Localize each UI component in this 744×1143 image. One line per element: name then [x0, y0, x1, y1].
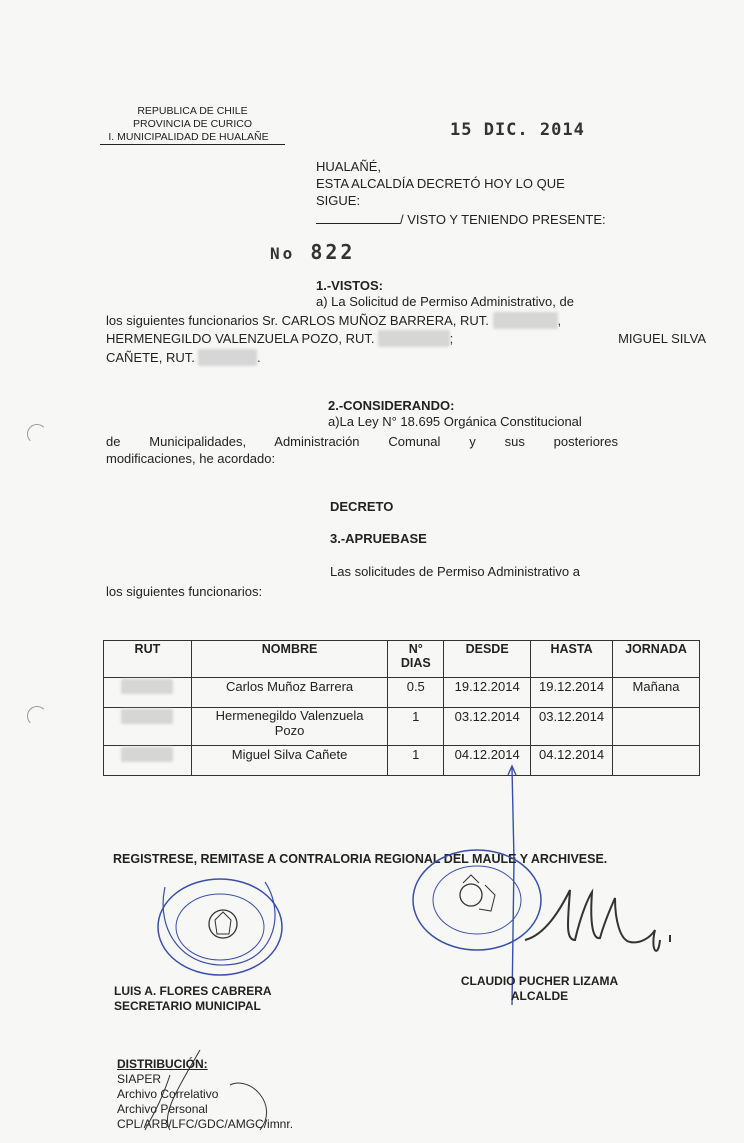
- distribution-item: CPL/ARB/LFC/GDC/AMGC/imnr.: [117, 1117, 294, 1131]
- vistos-line-2-text: los siguientes funcionarios Sr. CARLOS MUÑOZ BARRERA, RUT.: [106, 313, 489, 328]
- distribution-item: Archivo Correlativo: [117, 1087, 219, 1101]
- header-line-3: I. MUNICIPALIDAD DE HUALAÑE: [100, 131, 285, 145]
- column-header: DESDE: [444, 641, 531, 678]
- vistos-line-3-name: MIGUEL SILVA: [618, 331, 706, 346]
- decreto-line-2: los siguientes funcionarios:: [106, 584, 263, 599]
- vistos-line-4: CAÑETE, RUT. .: [106, 350, 261, 365]
- desde-cell: 03.12.2014: [444, 708, 531, 746]
- decree-number-value: 822: [310, 240, 356, 264]
- nombre-cell: Hermenegildo Valenzuela Pozo: [191, 708, 388, 746]
- column-header: HASTA: [531, 641, 613, 678]
- considerando-line-1: a)La Ley N° 18.695 Orgánica Constitucional: [328, 414, 582, 429]
- distribution-item: SIAPER: [117, 1072, 162, 1086]
- hasta-cell: 03.12.2014: [531, 708, 613, 746]
- hasta-cell: 04.12.2014: [531, 746, 613, 776]
- vistos-line-2: los siguientes funcionarios Sr. CARLOS MUÑOZ BARRERA, RUT. ,: [106, 313, 562, 328]
- mayor-name: CLAUDIO PUCHER LIZAMA: [460, 974, 619, 988]
- dias-cell: 1: [388, 708, 444, 746]
- municipal-secretary-seal: [145, 872, 295, 982]
- desde-cell: 04.12.2014: [444, 746, 531, 776]
- intro-visto-text: / VISTO Y TENIENDO PRESENTE:: [400, 212, 606, 227]
- header-line-2: PROVINCIA DE CURICO: [132, 118, 253, 130]
- nombre-cell: Carlos Muñoz Barrera: [191, 678, 388, 708]
- vistos-line-1: a) La Solicitud de Permiso Administrativo, de: [316, 294, 574, 309]
- decreto-line-1: Las solicitudes de Permiso Administrativo a: [330, 564, 581, 579]
- dias-cell: 0.5: [388, 678, 444, 708]
- intro-city: HUALAÑÉ,: [316, 159, 382, 174]
- secretary-signature-block: [114, 984, 272, 1014]
- intro-line-1: ESTA ALCALDÍA DECRETÓ HOY LO QUE: [316, 176, 565, 191]
- hasta-cell: 19.12.2014: [531, 678, 613, 708]
- vistos-line-4-text: CAÑETE, RUT.: [106, 350, 195, 365]
- closing-statement: REGISTRESE, REMITASE A CONTRALORIA REGIONAL DEL MAULE Y ARCHIVESE.: [113, 852, 608, 866]
- considerando-line-2: de Municipalidades, Administración Comunal y sus posteriores: [106, 434, 618, 449]
- column-header: NOMBRE: [191, 641, 388, 678]
- desde-cell: 19.12.2014: [444, 678, 531, 708]
- decree-number-prefix: No: [270, 244, 296, 263]
- secretary-title: SECRETARIO MUNICIPAL: [114, 999, 261, 1013]
- secretary-name: LUIS A. FLORES CABRERA: [114, 984, 272, 998]
- nombre-cell: Miguel Silva Cañete: [191, 746, 388, 776]
- column-header: RUT: [104, 641, 192, 678]
- column-header: JORNADA: [613, 641, 700, 678]
- mayor-signature: [520, 880, 700, 970]
- vistos-line-3: HERMENEGILDO VALENZUELA POZO, RUT. ; MIGUEL SILVA: [106, 331, 706, 346]
- vistos-heading: 1.-VISTOS:: [316, 278, 383, 293]
- decreto-heading: DECRETO: [330, 499, 394, 514]
- mayor-signature-block: [452, 974, 627, 1004]
- distribution-heading: DISTRIBUCIÓN:: [117, 1057, 208, 1071]
- dias-cell: 1: [388, 746, 444, 776]
- initials-scribble: [140, 1045, 300, 1135]
- intro-line-2: SIGUE:: [316, 193, 361, 208]
- date-stamp: 15 DIC. 2014: [450, 120, 585, 140]
- mayor-title: ALCALDE: [510, 989, 569, 1003]
- column-header: N° DIAS: [388, 641, 444, 678]
- jornada-cell: Mañana: [613, 678, 700, 708]
- header-line-1: REPUBLICA DE CHILE: [137, 105, 248, 117]
- distribution-item: Archivo Personal: [117, 1102, 208, 1116]
- considerando-line-3: modificaciones, he acordado:: [106, 451, 276, 466]
- apruebase-heading: 3.-APRUEBASE: [330, 531, 427, 546]
- considerando-heading: 2.-CONSIDERANDO:: [328, 398, 455, 413]
- vistos-line-3-text: HERMENEGILDO VALENZUELA POZO, RUT.: [106, 331, 375, 346]
